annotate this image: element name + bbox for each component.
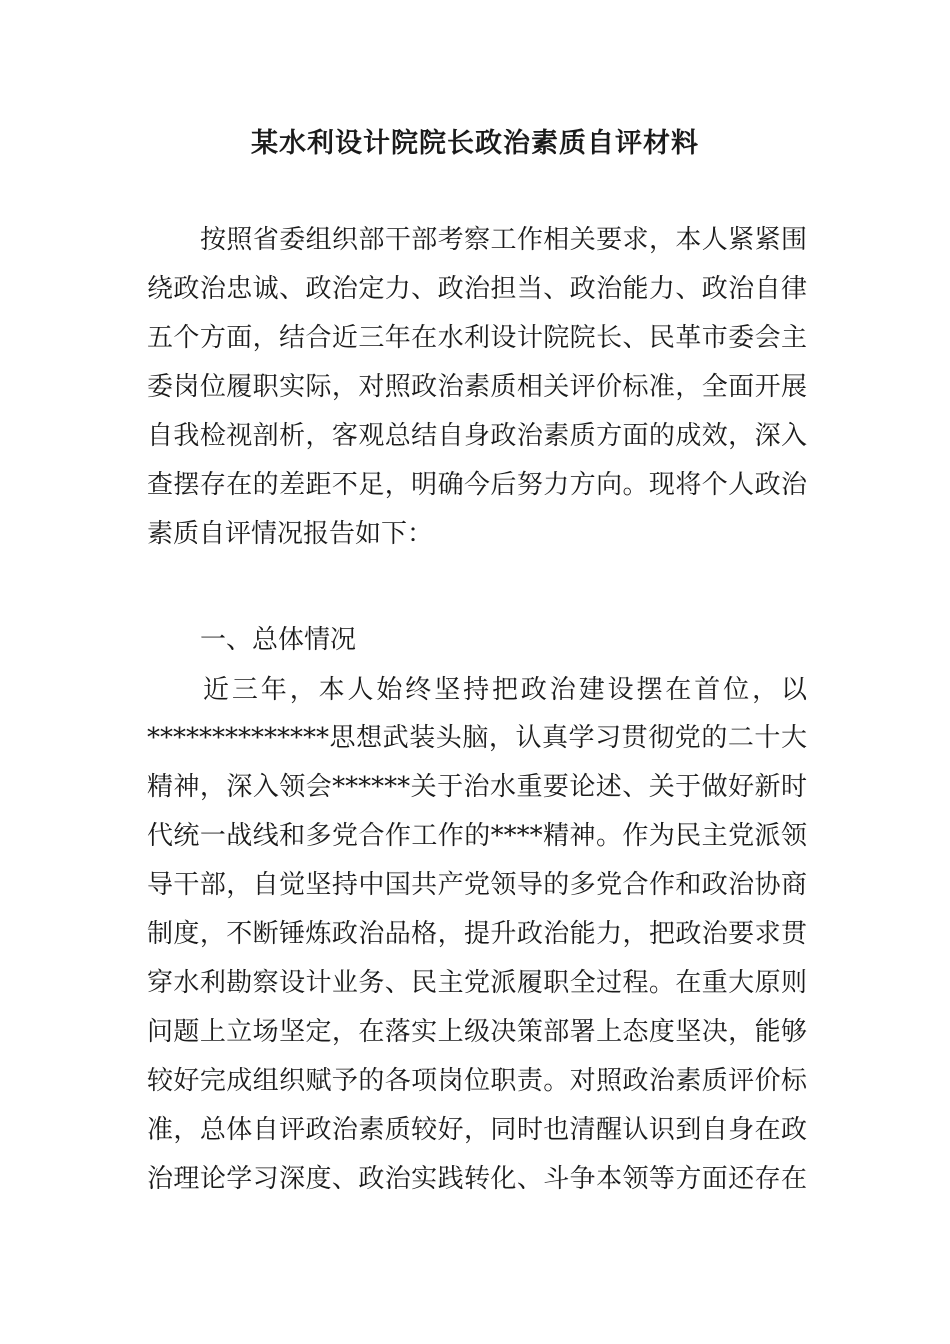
intro-line: 绕政治忠诚、政治定力、政治担当、政治能力、政治自律 — [147, 274, 807, 304]
section-line: 治理论学习深度、政治实践转化、斗争本领等方面还存在 — [147, 1164, 807, 1194]
intro-line: 五个方面，结合近三年在水利设计院院长、民革市委会主 — [147, 323, 807, 353]
section-line: 近三年，本人始终坚持把政治建设摆在首位，以 — [203, 675, 807, 705]
section-line: 较好完成组织赋予的各项岗位职责。对照政治素质评价标 — [147, 1066, 807, 1096]
intro-line: 自我检视剖析，客观总结自身政治素质方面的成效，深入 — [147, 421, 807, 451]
section-line: 代统一战线和多党合作工作的****精神。作为民主党派领 — [147, 821, 807, 851]
document-title: 某水利设计院院长政治素质自评材料 — [251, 128, 699, 159]
intro-line: 查摆存在的差距不足，明确今后努力方向。现将个人政治 — [147, 470, 807, 500]
section-line: 制度，不断锤炼政治品格，提升政治能力，把政治要求贯 — [147, 919, 807, 949]
intro-line: 按照省委组织部干部考察工作相关要求，本人紧紧围 — [200, 225, 807, 255]
intro-line: 素质自评情况报告如下： — [147, 519, 434, 549]
section-line: 问题上立场坚定，在落实上级决策部署上态度坚决，能够 — [147, 1017, 807, 1047]
section-line: 精神，深入领会******关于治水重要论述、关于做好新时 — [147, 772, 807, 802]
section-line: 准，总体自评政治素质较好，同时也清醒认识到自身在政 — [147, 1115, 807, 1145]
intro-line: 委岗位履职实际，对照政治素质相关评价标准，全面开展 — [147, 372, 807, 402]
section-heading: 一、总体情况 — [200, 625, 357, 655]
section-line: 导干部，自觉坚持中国共产党领导的多党合作和政治协商 — [147, 870, 807, 900]
section-line: **************思想武装头脑，认真学习贯彻党的二十大 — [147, 723, 807, 753]
section-line: 穿水利勘察设计业务、民主党派履职全过程。在重大原则 — [147, 968, 807, 998]
